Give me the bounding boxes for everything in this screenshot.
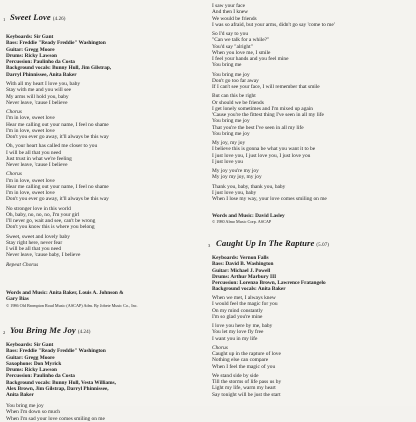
lyric-line: Don't you know this is where you belong	[6, 224, 95, 231]
song-title	[10, 325, 91, 335]
copyright-notice: © 1986 Old Brompton Road Music (ASCAP) Adm. By Jobete Music Co., Inc.	[6, 302, 138, 308]
lyric-line: I'm in love, sweet love	[6, 177, 55, 184]
lyric-line: If I can't see your face, I will remember that smile	[212, 84, 320, 90]
song-title	[10, 12, 66, 22]
lyric-line: Chorus	[6, 171, 22, 178]
lyric-line: So I'd say to you	[212, 31, 249, 37]
lyric-line: But can this be right	[212, 93, 256, 100]
lyric-line: Hear me calling out your name, I feel no shame	[6, 121, 109, 128]
lyric-line: We would be friends	[212, 15, 257, 22]
credit-line: Bass: David B. Washington	[212, 261, 274, 268]
lyric-line: "Can we talk for a while?"	[212, 37, 270, 44]
writers-block	[212, 213, 412, 226]
lyric-line: Sweet, sweet and lovely baby	[6, 233, 70, 240]
lyric-line: My arms will hold you, baby	[6, 93, 69, 100]
lyric-line: I was so afraid, but your arms, didn't go say 'come to me'	[212, 21, 335, 28]
lyric-line: Chorus	[212, 344, 228, 351]
lyric-line: On my mind constantly	[212, 307, 263, 314]
lyric-line: When I lose my way, your love comes smiling on me	[212, 196, 327, 202]
lyric-line: I will be all that you need	[6, 149, 62, 156]
lyric-line: Stay with me and you will see	[6, 87, 71, 94]
lyric-line: Don't go too far away	[212, 77, 259, 84]
lyrics-block	[6, 403, 204, 422]
lyric-line: I will be all that you need	[6, 246, 62, 252]
track-number: 3	[208, 243, 211, 248]
credit-line: Drums: Ricky Lawson	[6, 367, 57, 373]
lyric-line: Just trust in what we're feeling	[6, 155, 72, 162]
song-title	[216, 238, 329, 248]
credit-line: Bass: Freddie "Ready Freddie" Washington	[6, 348, 106, 355]
lyric-line: When I feel the magic of you	[212, 363, 276, 370]
copyright-notice: © 1980 Almo Music Corp. ASCAP	[212, 219, 272, 225]
lyric-line: Never leave, 'cause baby, I believe	[6, 252, 81, 259]
track-number: 2	[3, 330, 6, 335]
lyric-line: I'll never go, wait and see, can't be wrong	[6, 218, 96, 224]
credit-line: Keyboards: Sir Gant	[6, 342, 54, 348]
lyric-line: Till the storms of life pass us by	[212, 379, 282, 385]
track-number: 1	[3, 17, 6, 22]
song-title-text: You Bring Me Joy	[10, 325, 76, 335]
credit-line: Background vocals: Anita Baker	[212, 286, 286, 293]
lyric-line: Light my life, warm my heart	[212, 385, 276, 392]
lyric-line: And then I knew	[212, 9, 249, 16]
lyric-line: I feel your hands and you feel mine	[212, 56, 289, 62]
lyric-line: Chorus	[6, 109, 22, 115]
lyric-line: I believe this is gonna be what you want it to be	[212, 146, 316, 153]
lyric-line: You let my love fly free	[212, 329, 264, 336]
lyric-line: I saw your face	[212, 3, 246, 9]
lyric-line: Stay right here, never fear	[6, 239, 63, 246]
credit-line: Guitar: Michael J. Powell	[212, 267, 271, 274]
lyric-line: That you're the best I've seen in all my life	[212, 124, 304, 131]
lyric-line: I'm in love, sweet love	[6, 115, 55, 122]
song-duration: (4.24)	[77, 330, 91, 335]
lyric-line: You'd say "alright"	[212, 43, 253, 50]
lyric-line: I would feel the magic for you	[212, 301, 278, 308]
credit-line: Background vocals: Bunny Hull, Jim Gilstrap,	[6, 65, 112, 72]
lyric-line: I just love you	[212, 158, 243, 165]
lyric-line: Never leave, 'cause I believe	[6, 99, 68, 106]
lyric-line: Hear me calling out your name, I feel no shame	[6, 183, 109, 190]
credit-line: Drums: Ricky Lawson	[6, 52, 57, 59]
credit-line: Bass: Freddie "Ready Freddie" Washington	[6, 40, 106, 47]
lyric-line: Don't you ever go away, it'll always be this way	[6, 134, 109, 140]
song-title-text: Caught Up In The Rapture	[216, 238, 315, 248]
lyric-line: We stand side by side	[212, 372, 259, 379]
credits-block	[6, 342, 204, 398]
writers-block	[6, 290, 204, 309]
credit-line: Percussion: Paulinho da Costa	[6, 59, 75, 65]
lyric-line: I get lonely sometimes and I'm mixed up again	[212, 105, 313, 112]
credit-line: Darryl Phinnissee, Anita Baker	[6, 71, 77, 78]
lyrics-block	[6, 81, 204, 268]
lyric-line: I just love you, I just love you, I just love you	[212, 152, 311, 159]
credit-line: Keyboards: Vernon Falls	[212, 255, 269, 261]
lyric-line: Caught up in the rapture of love	[212, 351, 281, 357]
writers-credit: Words and Music: David Lasley	[212, 213, 285, 219]
credits-block	[6, 34, 204, 78]
song-duration: (4.26)	[52, 17, 66, 22]
lyric-line: You bring me joy	[212, 130, 250, 137]
lyric-line: Repeat Chorus	[6, 261, 39, 268]
credit-line: Drums: Arthur Marbury III	[212, 273, 277, 280]
lyric-line: Oh, baby, no, no, no, I'm your girl	[6, 211, 80, 218]
credit-line: Guitar: Gregg Moore	[6, 46, 55, 53]
lyric-line: I'm in love, sweet love	[6, 127, 55, 134]
lyric-line: When we met, I always knew	[212, 295, 276, 301]
lyric-line: I love you here by me, baby	[212, 323, 273, 329]
lyric-line: Never leave, 'cause I believe	[6, 162, 68, 168]
lyric-line: When I'm down so much	[6, 409, 60, 416]
lyric-line: Or should we be friends	[212, 99, 264, 106]
writers-credit: Words and Music: Anita Baker, Louis A. Johnson &	[6, 290, 124, 296]
lyric-line: I just love you, baby	[212, 189, 257, 196]
lyrics-block	[212, 295, 412, 398]
credit-line: Keyboards: Sir Gant	[6, 34, 54, 40]
lyric-line: When I'm sad your love comes smiling on me	[6, 415, 105, 422]
lyric-line: Nothing else can compare	[212, 357, 269, 364]
credit-line: Guitar: Gregg Moore	[6, 354, 55, 361]
credit-line: Alex Brown, Jim Gilstrap, Darryl Phinnissee,	[6, 385, 109, 392]
lyric-line: Oh, your heart has called me closer to you	[6, 143, 98, 150]
lyric-line: 'Cause you're the fittest thing I've seen in all my life	[212, 112, 324, 118]
lyric-line: No stronger love in this world	[6, 205, 71, 212]
credit-line: Anita Baker	[6, 392, 34, 398]
lyric-line: Say tonight will be just the start	[212, 391, 281, 398]
lyric-line: I want you in my life	[212, 335, 258, 342]
lyric-line: You bring me joy	[6, 403, 44, 409]
credit-line: Percussion: Paulinho da Costa	[6, 373, 75, 380]
lyric-line: You bring me	[212, 62, 242, 69]
credits-block	[212, 255, 412, 293]
song-duration: (5.07)	[316, 243, 330, 248]
writers-credit-cont: Gary Bias	[6, 296, 29, 303]
lyric-line: I'm in love, sweet love	[6, 190, 55, 196]
lyric-line: Don't you ever go away, it'll always be this way	[6, 196, 109, 203]
lyric-line: I'm so glad you're mine	[212, 313, 263, 320]
credit-line: Saxophone: Don Myrick	[6, 360, 62, 367]
lyric-line: My joy, my joy	[212, 140, 246, 146]
lyrics-block	[212, 3, 412, 202]
lyric-line: Thank you, baby, thank you, baby	[212, 183, 286, 190]
lyric-line: My joy my joy, my joy	[212, 174, 262, 181]
credit-line: Background vocals: Bunny Hull, Vesta Williams,	[6, 379, 116, 386]
lyric-line: You bring me joy	[212, 118, 250, 125]
song-title-text: Sweet Love	[10, 12, 51, 22]
lyric-line: You bring me joy	[212, 71, 250, 78]
credit-line: Percussion: Lorenzo Brown, Lawrence Fratangelo	[212, 280, 326, 286]
lyric-line: When you love me, I smile	[212, 49, 271, 56]
lyric-line: With all my heart I love you, baby	[6, 81, 81, 87]
lyric-line: My joy you're my joy	[212, 168, 259, 174]
